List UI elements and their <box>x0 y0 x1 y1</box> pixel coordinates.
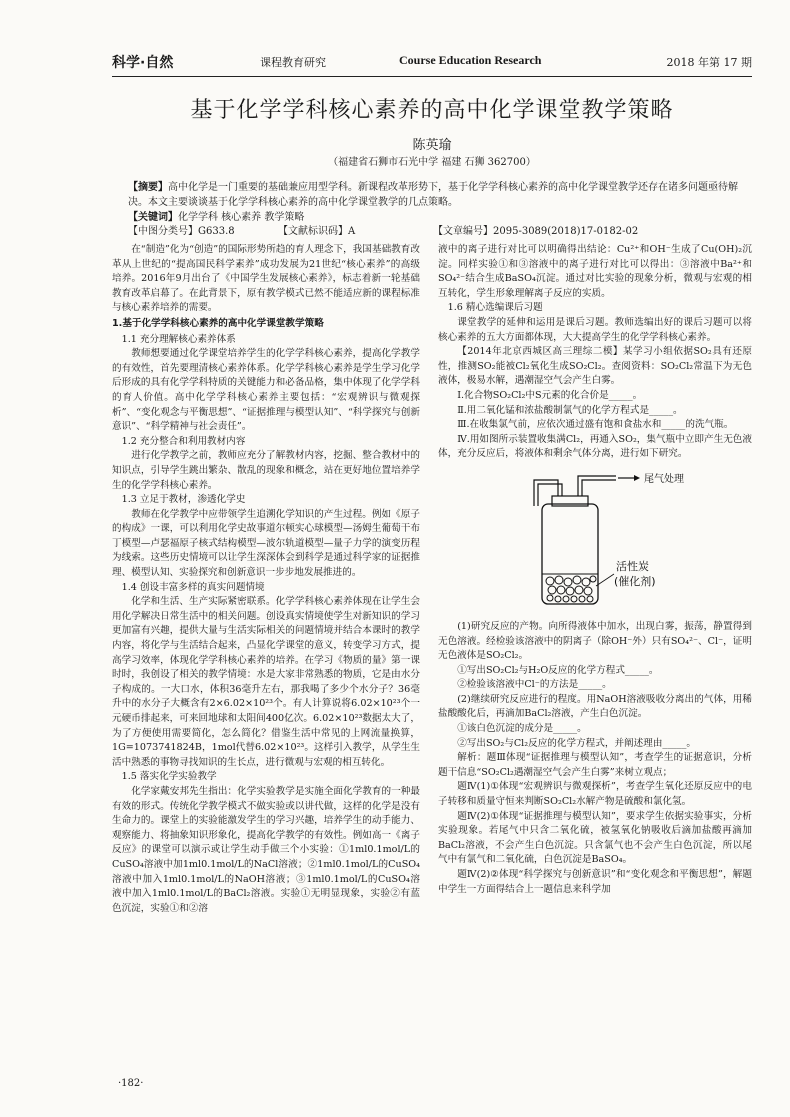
paragraph: Ⅲ.在收集氯气前，应依次通过盛有饱和食盐水和_____的洗气瓶。 <box>457 419 734 431</box>
left-column <box>112 243 420 916</box>
paragraph: ②检验该溶液中Cl⁻的方法是_____。 <box>457 679 612 691</box>
paragraph: 解析：题Ⅲ体现“证据推理与模型认知”，考查学生的证据意识，分析题干信息“SO₂Cl₂遇潮湿空气会产生白雾”来树立观点； <box>438 752 752 778</box>
apparatus-figure <box>438 466 752 616</box>
section-heading: 1.5 落实化学实验教学 <box>121 771 217 783</box>
clc-number: 【中图分类号】G633.8 <box>128 226 235 237</box>
author-affiliation: （福建省石狮市石光中学 福建 石狮 362700） <box>328 157 536 168</box>
abstract <box>128 180 743 210</box>
paragraph: ②写出SO₂与Cl₂反应的化学方程式，并阐述理由_____。 <box>457 737 696 749</box>
paragraph: 在“制造”化为“创造”的国际形势所趋的育人理念下，我国基础教育改革从上世纪的“提高国民科学素养”成功发展为21世纪“核心素养”的高级培养。2016年9月出台了《中国学生发展核心素养》，标志着新一轮基础教育改革启幕了。在此背景下，原有教学模式已然不能适应新的课程标准与核心素养培养的需要。 <box>112 244 420 314</box>
section-heading: 1.6 精心选编课后习题 <box>447 302 543 314</box>
tail-gas-label: 尾气处理 <box>644 473 684 485</box>
gas-bottle-svg <box>438 466 752 616</box>
paragraph: ①写出SO₂Cl₂与H₂O反应的化学方程式_____。 <box>457 664 659 676</box>
paragraph: Ⅱ.用二氧化锰和浓盐酸制氯气的化学方程式是_____。 <box>457 404 683 416</box>
paragraph: Ⅰ.化合物SO₂Cl₂中S元素的化合价是_____。 <box>457 389 643 401</box>
issue-label: 2018 年第 17 期 <box>666 56 752 69</box>
paragraph: (1)研究反应的产物。向所得液体中加水，出现白雾，振荡，静置得到无色溶液。经检验该溶液中的阴离子（除OH⁻外）只有SO₄²⁻、Cl⁻，证明无色液体是SO₂Cl₂。 <box>438 620 752 662</box>
catalyst-label: 活性炭 <box>616 559 649 573</box>
article-number: 【文章编号】2095-3089(2018)17-0182-02 <box>433 226 639 237</box>
keywords <box>128 210 743 225</box>
paragraph: Ⅳ.用如图所示装置收集满Cl₂，再通入SO₂，集气瓶中立即产生无色液体，充分反应后，将液体和剩余气体分离，进行如下研究。 <box>438 433 752 460</box>
section-heading: 1.3 立足于教材，渗透化学史 <box>121 494 246 506</box>
page-number: ·182· <box>118 1078 144 1089</box>
abstract-label: 【摘要】 <box>128 182 168 193</box>
right-column <box>438 243 752 897</box>
classification-line <box>128 224 743 239</box>
paragraph: ①该白色沉淀的成分是_____。 <box>457 723 587 735</box>
paragraph: 【2014年北京西城区高三理综二模】某学习小组依据SO₂具有还原性，推测SO₂能被Cl₂氧化生成SO₂Cl₂。查阅资料：SO₂Cl₂常温下为无色液体，极易水解，遇潮湿空气会产生白雾。 <box>438 346 752 387</box>
journal-name-cn: 课程教育研究 <box>260 56 326 69</box>
author-name: 陈英瑜 <box>412 138 452 153</box>
catalyst-sublabel: (催化剂) <box>614 574 656 588</box>
paragraph: 化学家戴安邦先生指出：化学实验教学是实施全面化学教育的一种最有效的形式。传统化学教学模式不做实验或以讲代做，这样的化学是没有生命力的。课堂上的实验能激发学生的学习兴趣，培养学生的动手能力、观察能力、将抽象知识形象化，提高化学教学的有效性。例如高一《离子反应》的课堂可以演示或让学生动手做三个小实验：①1ml0.1mol/L的CuSO₄溶液中加1ml0.1mol/L的NaCl溶液；②1ml0.1mol/L的CuSO₄溶液中加入1ml0.1mol/L的NaOH溶液；③1ml0.1mol/L的CuSO₄溶液中加入1ml0.1mol/L的BaCl₂溶液。实验①无明显现象，实验②有蓝色沉淀，实验①和②溶 <box>112 785 420 914</box>
section-label: 科学·自然 <box>112 55 174 71</box>
article-title: 基于化学学科核心素养的高中化学课堂教学策略 <box>190 98 674 123</box>
section-heading: 1.基于化学学科核心素养的高中化学课堂教学策略 <box>112 317 324 329</box>
header-rule <box>112 76 752 77</box>
running-header <box>112 52 752 74</box>
keywords-label: 【关键词】 <box>128 212 178 223</box>
paragraph: 课堂教学的延伸和运用是课后习题。教师选编出好的课后习题可以将核心素养的五大方面都体现，大大提高学生的化学学科核心素养。 <box>438 316 752 343</box>
section-heading: 1.2 充分整合和利用教材内容 <box>121 435 246 447</box>
paragraph: 教师在化学教学中应带领学生追溯化学知识的产生过程。例如《原子的构成》一课，可以利用化学史故事道尔顿实心球模型—汤姆生葡萄干布丁模型—卢瑟福原子核式结构模型—波尔轨道模型—量子力学的演变历程为线索。这些历史情境可以让学生深深体会到科学是通过科学家的证据推理、模型认知、实验探究和创新意识一步步地发展推进的。 <box>112 508 420 579</box>
section-heading: 1.4 创设丰富多样的真实问题情境 <box>121 581 265 593</box>
abstract-text: 高中化学是一门重要的基础兼应用型学科。新课程改革形势下，基于化学学科核心素养的高中化学课堂教学还存在诸多问题亟待解决。本文主要谈谈基于化学学科核心素养的高中化学课堂教学的几点策略。 <box>128 182 738 208</box>
paragraph: 题Ⅳ(1)①体现“宏观辨识与微观探析”，考查学生氧化还原反应中的电子转移和质量守恒来判断SO₂Cl₂水解产物是硫酸和氯化氢。 <box>438 781 752 808</box>
paragraph: 进行化学教学之前，教师应充分了解教材内容，挖掘、整合教材中的知识点，引导学生跳出繁杂、散乱的现象和概念，站在更好地位置培养学生的化学学科核心素养。 <box>112 450 420 491</box>
journal-name-en: Course Education Research <box>399 53 542 67</box>
paragraph: (2)继续研究反应进行的程度。用NaOH溶液吸收分离出的气体，用稀盐酸酸化后，再滴加BaCl₂溶液，产生白色沉淀。 <box>438 693 752 720</box>
paragraph: 题Ⅳ(2)②体现“科学探究与创新意识”和“变化观念和平衡思想”，解题中学生一方面得结合上一题信息来科学加 <box>438 869 752 895</box>
paragraph: 化学和生活、生产实际紧密联系。化学学科核心素养体现在让学生会用化学解决日常生活中的相关问题。创设真实情境使学生对新知识的学习更加富有兴趣，提供大量与生活实际相关的问题情境并结合本课时的教学内容，将化学与生活结合起来，凸显化学课堂的意义，转变学习方式，提高学习效率，体现化学学科核心素养的培养。在学习《物质的量》第一课时时，我创设了相关的教学情境：水是大家非常熟悉的物质，它是由水分子构成的。一大口水，体积36毫升左右，那我喝了多少个水分子？36毫升中的水分子大概含有2×6.02×10²³个。有人计算说将6.02×10²³个一元硬币排起来，可来回地球和太阳间400亿次。6.02×10²³数据太大了，为了方便使用需要简化，怎么简化？借鉴生活中常见的上网流量换算，1G=1073741824B，1mol代替6.02×10²³。这样引入教学，从学生生活中熟悉的事物寻找知识的生长点，进行微观与宏观的相互转化。 <box>112 596 420 768</box>
paragraph: 题Ⅳ(2)①体现“证据推理与模型认知”，要求学生依据实验事实，分析实验现象。若尾气中只含二氧化硫，被氢氧化钠吸收后滴加盐酸再滴加BaCl₂溶液，不会产生白色沉淀。只含氯气也不会产生白色沉淀，所以尾气中有氯气和二氧化硫，白色沉淀是BaSO₄。 <box>438 810 752 866</box>
paragraph: 液中的离子进行对比可以明确得出结论：Cu²⁺和OH⁻生成了Cu(OH)₂沉淀。同样实验①和③溶液中的离子进行对比可以得出：③溶液中Ba²⁺和SO₄²⁻结合生成BaSO₄沉淀。通过对比实验的现象分析，微观与宏观的相互转化，学生形象理解离子反应的实质。 <box>438 244 752 299</box>
paragraph: 教师想要通过化学课堂培养学生的化学学科核心素养，提高化学教学的有效性，首先要理清核心素养体系。化学学科核心素养是学生学习化学后形成的具有化学学科特质的关键能力和必备品格，集中体现了化学学科的育人价值。高中化学学科核心素养主要包括：“宏观辨识与微观探析”、“变化观念与平衡思想”、“证据推理与模型认知”、“科学探究与创新意识”、“科学精神与社会责任”。 <box>112 348 420 433</box>
document-code: 【文献标识码】A <box>278 226 356 237</box>
keywords-text: 化学学科 核心素养 教学策略 <box>178 212 305 223</box>
section-heading: 1.1 充分理解核心素养体系 <box>121 333 236 345</box>
